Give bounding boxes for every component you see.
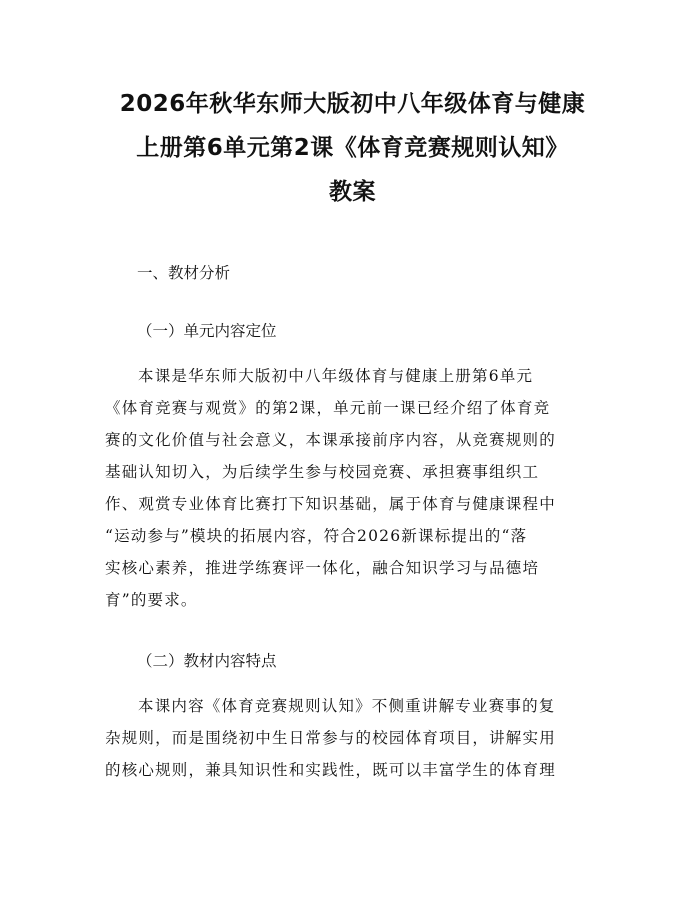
paragraph-line: 《体育竞赛与观赏》的第2课，单元前一课已经介绍了体育竞 <box>105 399 551 417</box>
document-title <box>105 82 600 214</box>
paragraph-line: 作、观赏专业体育比赛打下知识基础，属于体育与健康课程中 <box>105 495 556 513</box>
paragraph-line: 赛的文化价值与社会意义，本课承接前序内容，从竞赛规则的 <box>105 431 556 449</box>
paragraph-line: 本课内容《体育竞赛规则认知》不侧重讲解专业赛事的复 <box>138 697 556 715</box>
paragraph-line: “运动参与”模块的拓展内容，符合2026新课标提出的“落 <box>105 527 528 545</box>
paragraph-content-features <box>105 690 600 786</box>
paragraph-unit-positioning <box>105 360 600 616</box>
subsection-heading-content-features: （二）教材内容特点 <box>137 652 277 670</box>
section-heading-teaching-material-analysis: 一、教材分析 <box>137 264 231 282</box>
paragraph-line: 本课是华东师大版初中八年级体育与健康上册第6单元 <box>138 367 534 385</box>
paragraph-line: 实核心素养，推进学练赛评一体化，融合知识学习与品德培 <box>105 559 540 577</box>
paragraph-line: 育”的要求。 <box>105 591 198 609</box>
paragraph-line: 基础认知切入，为后续学生参与校园竞赛、承担赛事组织工 <box>105 463 540 481</box>
title-line-2: 上册第6单元第2课《体育竞赛规则认知》 <box>136 135 569 161</box>
subsection-heading-unit-positioning: （一）单元内容定位 <box>137 322 277 340</box>
paragraph-line: 杂规则，而是围绕初中生日常参与的校园体育项目，讲解实用 <box>105 729 556 747</box>
title-line-1: 2026年秋华东师大版初中八年级体育与健康 <box>119 91 586 117</box>
title-line-3: 教案 <box>329 179 376 205</box>
paragraph-line: 的核心规则，兼具知识性和实践性，既可以丰富学生的体育理 <box>105 761 556 779</box>
